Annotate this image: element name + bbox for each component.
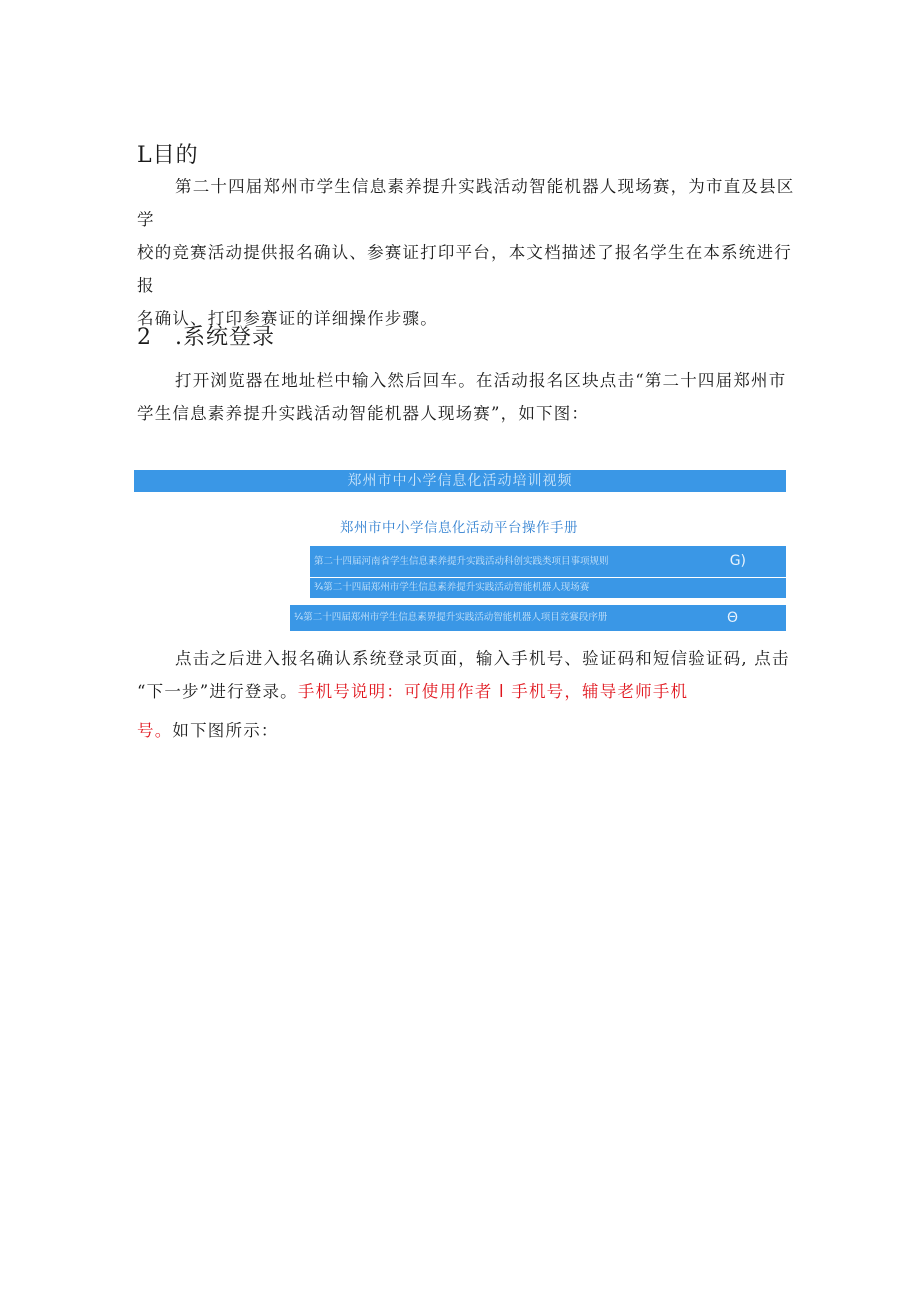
paragraph-line <box>137 675 797 708</box>
training-video-banner[interactable]: 郑州市中小学信息化活动培训视频 <box>134 470 786 492</box>
activity-row-label: ¼第二十四届郑州市学生信息素界提升实践活动智能机器人项目竞赛段序册 <box>294 612 608 623</box>
paragraph-line: 点击之后进入报名确认系统登录页面，输入手机号、验证码和短信验证码, 点击 <box>175 649 790 668</box>
section-1-heading: L目的 <box>137 143 199 168</box>
download-icon[interactable]: G) <box>729 553 746 569</box>
paragraph-line: 第二十四届郑州市学生信息素养提升实践活动智能机器人现场赛，为市直及县区学 <box>137 177 795 229</box>
section-2-paragraph <box>137 364 797 430</box>
section-3-paragraph <box>137 642 797 747</box>
operation-manual-link[interactable]: 郑州市中小学信息化活动平台操作手册 <box>340 520 578 536</box>
activity-row-robot-manual[interactable] <box>290 605 786 631</box>
phone-note: 号。 <box>137 721 173 740</box>
activity-row-henan-rules[interactable] <box>310 546 786 577</box>
activity-row-label: ¾第二十四届郑州市学生信息素养提升实践活动智能机器人现场赛 <box>314 582 590 593</box>
paragraph-line <box>137 714 797 747</box>
section-2-heading: 2 .系统登录 <box>137 325 275 350</box>
activity-row-robot-competition[interactable] <box>310 578 786 598</box>
section-1-paragraph <box>137 170 797 335</box>
paragraph-line: 名确认、打印参赛证的详细操作步骤。 <box>137 309 438 328</box>
paragraph-text: “下一步”进行登录。 <box>137 682 298 701</box>
paragraph-line: 校的竞赛活动提供报名确认、参赛证打印平台，本文档描述了报名学生在本系统进行报 <box>137 243 792 295</box>
paragraph-line: 打开浏览器在地址栏中输入然后回车。在活动报名区块点击“第二十四届郑州市 <box>175 371 787 390</box>
activity-row-label: 第二十四届河南省学生信息素养提升实践活动科创实践类项目事项规则 <box>314 556 609 567</box>
circle-icon[interactable]: Θ <box>726 610 738 626</box>
phone-note: 手机号说明：可使用作者 l 手机号，辅导老师手机 <box>297 682 689 701</box>
paragraph-line: 学生信息素养提升实践活动智能机器人现场赛”，如下图： <box>137 404 590 423</box>
paragraph-text: 如下图所示： <box>172 721 279 740</box>
